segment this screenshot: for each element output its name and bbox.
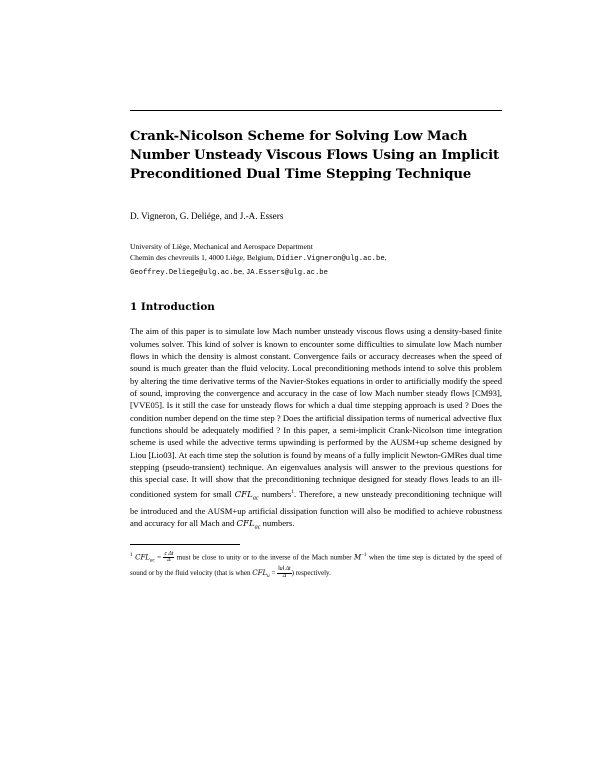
intro-text-part-2: numbers	[258, 488, 292, 499]
cfl-subscript-2: ac	[254, 523, 261, 531]
page-title: Crank-Nicolson Scheme for Solving Low Mach Number Unsteady Viscous Flows Using an Implicit Preconditioned Dual Time Stepping Technique	[130, 129, 500, 182]
mach-exponent: −1	[361, 553, 367, 559]
footnote-cfl-u-symbol: CFL	[252, 568, 268, 577]
footnote-cfl-subscript: ac	[149, 558, 155, 564]
section-number: 1	[130, 301, 138, 314]
footnote-fraction-2: $\frac{‖u‖ \Delta t}{\Delta}$	[278, 565, 291, 579]
footnote-text-a: must be close to unity or to the inverse of the Mach number	[174, 553, 355, 562]
cfl-subscript-1: ac	[252, 494, 259, 502]
affiliation-line-1: University of Liège, Mechanical and Aerospace Department	[130, 242, 313, 251]
title-rule	[130, 110, 502, 111]
footnote-cfl-symbol: CFL	[135, 553, 150, 562]
footnote-text-b: when the time step is dictated by the speed of sound or by the fluid velocity (that is when	[130, 553, 503, 577]
author-email-1[interactable]: Didier.Vigneron@ulg.ac.be	[276, 255, 385, 264]
intro-text-part-1: The aim of this paper is to simulate low Mach number unsteady viscous flows using a density-based finite volumes solver. This kind of solver is known to encounter some difficulties to simulate low Mach number flows in which the density is almost constant. Convergence fails or accuracy decreases when the speed of sound is much greater than the fluid velocity. Local preconditioning methods intend to solve this problem by altering the time derivative terms of the Navier-Stokes equations in order to artificially modify the speed of sound, improving the convergence and accuracy in the case of low Mach number steady flows [CM93], [VVE05]. Is it still the case for unsteady flows for which a dual time stepping approach is used ? Does the condition number depend on the time step ? Does the artificial dissipation terms of numerical advective flux functions should be adequately modified ? In this paper, a semi-implicit Crank-Nicolson time integration scheme is used while the advective terms upwinding is performed by the AUSM+up scheme designed by Liou [Lio03]. At each time step the solution is found by means of a fully implicit Newton-GMRes dual time stepping (pseudo-transient) technique. An eigenvalues analysis will answer to the previous questions for this special case. It will show that the preconditioning technique designed for steady flows leads to an ill-conditioned system for small	[130, 326, 502, 499]
footnote-cfl-u-subscript: u	[267, 574, 270, 580]
affiliation-line-3	[130, 266, 502, 279]
footnote-text-c: ) respectively.	[291, 568, 331, 577]
email-separator-1: ,	[384, 253, 387, 263]
introduction-paragraph	[130, 325, 502, 534]
cfl-symbol-2: CFL	[236, 518, 255, 529]
footnote-reference-1[interactable]: 1	[291, 488, 294, 495]
author-email-3[interactable]: JA.Essers@ulg.ac.be	[245, 268, 328, 277]
cfl-symbol-1: CFL	[234, 489, 253, 500]
section-heading-introduction	[130, 301, 502, 313]
section-title: Introduction	[140, 301, 215, 314]
affiliation-address: Chemin des chevreuils 1, 4000 Liège, Belgium,	[130, 253, 275, 263]
footnote-marker: 1	[130, 552, 133, 559]
affiliation-line-2	[130, 252, 502, 265]
affiliation-block	[130, 241, 502, 279]
footnote-fraction-1: $\frac{\text{c Δt}}{\Delta}$	[164, 550, 174, 564]
intro-text-part-4: numbers.	[260, 517, 295, 528]
author-email-2[interactable]: Geoffrey.Deliege@ulg.ac.be	[130, 268, 243, 277]
email-separator-2: ,	[242, 266, 245, 276]
mach-symbol: M	[354, 553, 362, 562]
intro-text-part-3: . Therefore, a new unsteady preconditioning technique will be introduced and the AUSM+up artificial dissipation function will also be modified to achieve robustness and accuracy for all Mach and	[130, 488, 502, 528]
footnote-separator	[130, 544, 240, 545]
author-list: D. Vigneron, G. Deliége, and J.-A. Essers	[130, 211, 284, 221]
footnote-1: $^1$ $CFL_{ac}$ = $\frac{\text{c Δt}}{\Delta}$ must be close to unity or to the inverse of the Mach number $M^{-1}$ when the time step is dictated by the speed of sound or by the fluid velocity (that is when $CFL_u$ = $\frac{‖u‖ \Delta t}{\Delta}$ ) respectively.	[130, 550, 503, 580]
